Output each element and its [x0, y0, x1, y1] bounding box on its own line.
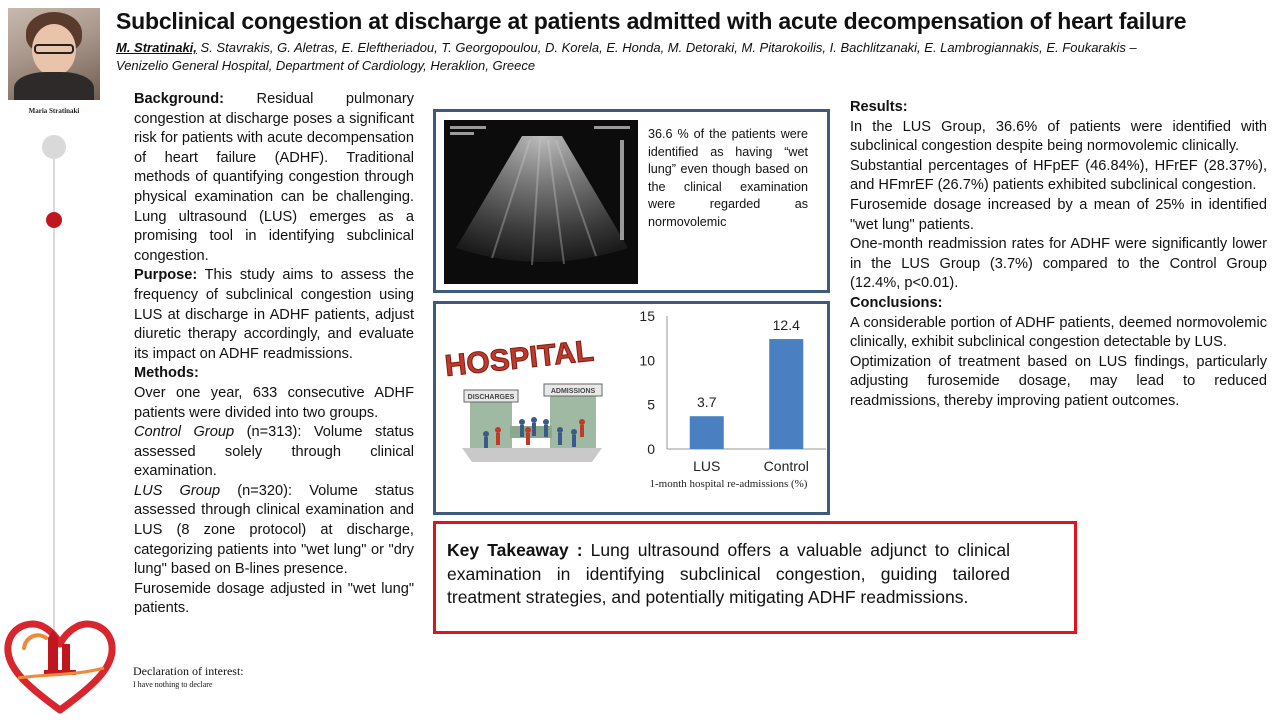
first-author: M. Stratinaki,	[116, 40, 197, 55]
lung-ultrasound-image	[444, 120, 638, 284]
timeline-dot-red	[46, 212, 62, 228]
bars	[690, 317, 809, 474]
conclusions-heading: Conclusions:	[850, 294, 943, 311]
heart-logo	[4, 618, 116, 716]
background-text: Residual pulmonary congestion at discharge poses a significant risk for patients with acute decompensation of heart failure (ADHF). Traditional methods of quantifying congestion through physical examination can be challenging. Lung ultrasound (LUS) emerges as a promising tool in identifying subclinical congestion.	[134, 91, 414, 264]
coauthors: S. Stavrakis, G. Aletras, E. Eleftheriadou, T. Georgopoulou, D. Korela, E. Honda, M. Detoraki, M. Pitarokoilis, I. Bachlitzanaki, E. Lambrogiannakis, E. Foukarakis –	[196, 40, 1137, 55]
background-heading: Background:	[134, 91, 224, 107]
key-takeaway-text: Lung ultrasound offers a valuable adjunct to clinical examination in identifying subclinical congestion, guiding tailored treatment strategies, and potentially mitigating ADHF readmissions.	[447, 540, 1011, 607]
methods-heading-line	[134, 364, 414, 384]
x-axis-label: 1-month hospital re-admissions (%)	[649, 478, 808, 490]
y-tick-label: 15	[639, 308, 655, 324]
bar-control	[769, 339, 803, 449]
results-finding-4: One-month readmission rates for ADHF were significantly lower in the LUS Group (3.7%) compared to the Control Group (12.4%, p<0.01).	[850, 236, 1267, 292]
poster-title: Subclinical congestion at discharge at patients admitted with acute decompensation of heart failure	[116, 8, 1187, 34]
conclusions-heading-line	[850, 294, 1267, 314]
x-category-label: Control	[763, 458, 809, 474]
hospital-illustration	[442, 330, 618, 470]
control-group-text: (n=313): Volume status assessed solely through clinical examination.	[134, 424, 414, 480]
admissions-sign: ADMISSIONS	[550, 388, 596, 395]
control-group-paragraph	[134, 423, 414, 482]
lus-group-paragraph	[134, 482, 414, 580]
readmission-bar-chart	[621, 306, 831, 512]
purpose-text: This study aims to assess the frequency of subclinical congestion using LUS at discharge in ADHF patients, adjust diuretic therapy accordingly, and evaluate its impact on ADHF readmissions.	[134, 267, 414, 362]
conclusion-1: A considerable portion of ADHF patients, deemed normovolemic clinically, exhibit subclinical congestion detectable by LUS.	[850, 314, 1267, 351]
lus-group-text: (n=320): Volume status assessed through clinical examination and LUS (8 zone protocol) at discharge, categorizing patients into "wet lung" or "dry lung" based on B-lines presence.	[134, 482, 414, 578]
results-finding-2: Substantial percentages of HFpEF (46.84%), HFrEF (28.37%), and HFmrEF (26.7%) patients exhibited subclinical congestion.	[850, 157, 1267, 194]
results-heading: Results:	[850, 99, 908, 115]
right-column	[850, 98, 1267, 412]
key-takeaway-label: Key Takeaway :	[447, 540, 583, 560]
purpose-paragraph	[134, 266, 414, 364]
purpose-heading: Purpose:	[134, 267, 198, 284]
conclusion-2: Optimization of treatment based on LUS findings, particularly adjusting furosemide dosage, may lead to reduced readmissions, thereby improving patient outcomes.	[850, 353, 1267, 409]
author-photo	[8, 8, 100, 100]
author-photo-caption: Maria Stratinaki	[28, 107, 80, 115]
ultrasound-caption: 36.6 % of the patients were identified as having “wet lung” even though based on the clinical examination were regarded as normovolemic	[648, 127, 808, 229]
x-category-label: LUS	[693, 458, 721, 474]
bar-value-label: 3.7	[697, 394, 717, 411]
author-list	[116, 39, 1276, 75]
results-finding-3: Furosemide dosage increased by a mean of 25% in identified "wet lung" patients.	[850, 196, 1267, 233]
y-axis	[639, 308, 655, 457]
y-tick-label: 5	[647, 396, 655, 413]
discharges-sign: DISCHARGES	[467, 394, 515, 401]
bar-value-label: 12.4	[772, 317, 800, 334]
ultrasound-panel	[433, 109, 830, 293]
methods-text: Over one year, 633 consecutive ADHF patients were divided into two groups.	[134, 384, 414, 421]
methods-heading: Methods:	[134, 365, 199, 382]
y-tick-label: 0	[647, 441, 655, 457]
control-group-label: Control Group	[134, 424, 235, 441]
declaration-heading: Declaration of interest:	[133, 664, 244, 678]
lus-group-label: LUS Group	[134, 482, 221, 499]
results-finding-1: In the LUS Group, 36.6% of patients were identified with subclinical congestion despite being normovolemic clinically.	[850, 118, 1267, 155]
furosemide-text: Furosemide dosage adjusted in "wet lung" patients.	[134, 580, 414, 617]
key-takeaway-box	[433, 521, 1077, 634]
timeline-dot-grey	[42, 135, 66, 159]
declaration-note: I have nothing to declare	[133, 680, 213, 689]
results-heading-line	[850, 98, 1267, 118]
background-paragraph	[134, 90, 414, 266]
affiliation: Venizelio General Hospital, Department of Cardiology, Heraklion, Greece	[116, 58, 536, 73]
hospital-sign: HOSPITAL	[443, 334, 596, 383]
readmission-chart-panel	[433, 301, 830, 515]
left-column	[134, 90, 414, 619]
y-tick-label: 10	[639, 352, 655, 369]
bar-lus	[690, 416, 724, 449]
